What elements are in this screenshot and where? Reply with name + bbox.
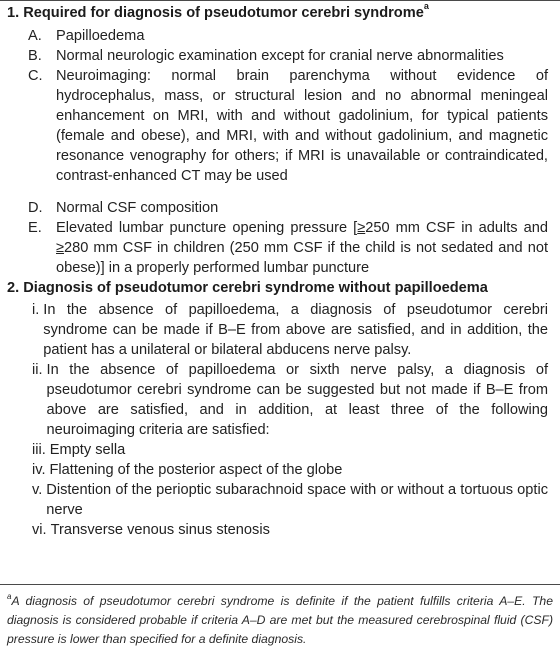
criterion-text: Distention of the perioptic subarachnoid space with or without a tortuous optic nerve [46, 482, 548, 518]
criterion-v [32, 480, 548, 520]
criterion-iv [32, 460, 548, 480]
criterion-marker: i. [32, 302, 40, 318]
criterion-text: Neuroimaging: normal brain parenchyma without evidence of hydrocephalus, mass, or structural lesion and no abnormal meningeal enhancement on MRI, with and without gadolinium, for typical patients (female and obese), and MRI, with and without gadolinium, and magnetic resonance venography for others; if MRI is unavailable or contraindicated, contrast-enhanced CT may be used [56, 68, 548, 184]
criterion-marker: A. [28, 28, 42, 44]
greater-equal-symbol: ≥ [56, 240, 65, 256]
footnote-marker: a [7, 591, 12, 601]
footnote-text: A diagnosis of pseudotumor cerebri syndrome is definite if the patient fulfills criteria A–E. The diagnosis is considered probable if criteria A–D are met but the measured cerebrospinal fluid (CSF) pressure is lower than specified for a definite diagnosis. [7, 594, 553, 646]
greater-equal-symbol: ≥ [357, 220, 366, 236]
criterion-marker: vi. [32, 522, 47, 538]
section-2-title: 2. Diagnosis of pseudotumor cerebri syndrome without papilloedema [7, 280, 488, 296]
criterion-marker: D. [28, 200, 43, 216]
criterion-text: Normal CSF composition [56, 200, 219, 216]
criterion-ii [32, 360, 548, 440]
section-1-footnote-marker: a [423, 1, 429, 12]
criterion-text: Empty sella [49, 442, 126, 458]
criterion-marker: v. [32, 482, 43, 498]
criterion-marker: C. [28, 68, 43, 84]
section-1-title: 1. Required for diagnosis of pseudotumor cerebri syndrome$^a$ [7, 1, 429, 21]
criterion-text: Flattening of the posterior aspect of the globe [49, 462, 343, 478]
footnote-divider [0, 584, 560, 585]
criterion-text: Elevated lumbar puncture opening pressure [≥250 mm CSF in adults and ≥280 mm CSF in children (250 mm CSF if the child is not sedated and not obese)] in a properly performed lumbar puncture [56, 220, 548, 276]
criterion-text: In the absence of papilloedema, a diagnosis of pseudotumor cerebri syndrome can be made if B–E from above are satisfied, and in addition, the patient has a unilateral or bilateral abducens nerve palsy. [43, 302, 548, 358]
criterion-c [28, 66, 548, 186]
criterion-marker: iii. [32, 442, 46, 458]
criterion-a [28, 26, 548, 46]
table-footnote [7, 592, 553, 649]
criterion-marker: B. [28, 48, 42, 64]
criterion-text: Transverse venous sinus stenosis [50, 522, 270, 538]
criterion-vi [32, 520, 548, 540]
criterion-text: Papilloedema [56, 28, 145, 44]
criterion-i [32, 300, 548, 360]
criterion-marker: E. [28, 220, 42, 236]
criterion-d [28, 198, 548, 218]
criterion-e [28, 218, 548, 278]
criterion-b [28, 46, 548, 66]
criterion-text: Normal neurologic examination except for cranial nerve abnormalities [56, 48, 504, 64]
criterion-marker: ii. [32, 362, 43, 378]
criterion-iii [32, 440, 548, 460]
criterion-marker: iv. [32, 462, 46, 478]
top-rule [0, 0, 560, 1]
criterion-text: In the absence of papilloedema or sixth nerve palsy, a diagnosis of pseudotumor cerebri syndrome can be suggested but not made if B–E from above are satisfied, and in addition, at least three of the following neuroimaging criteria are satisfied: [46, 362, 548, 438]
